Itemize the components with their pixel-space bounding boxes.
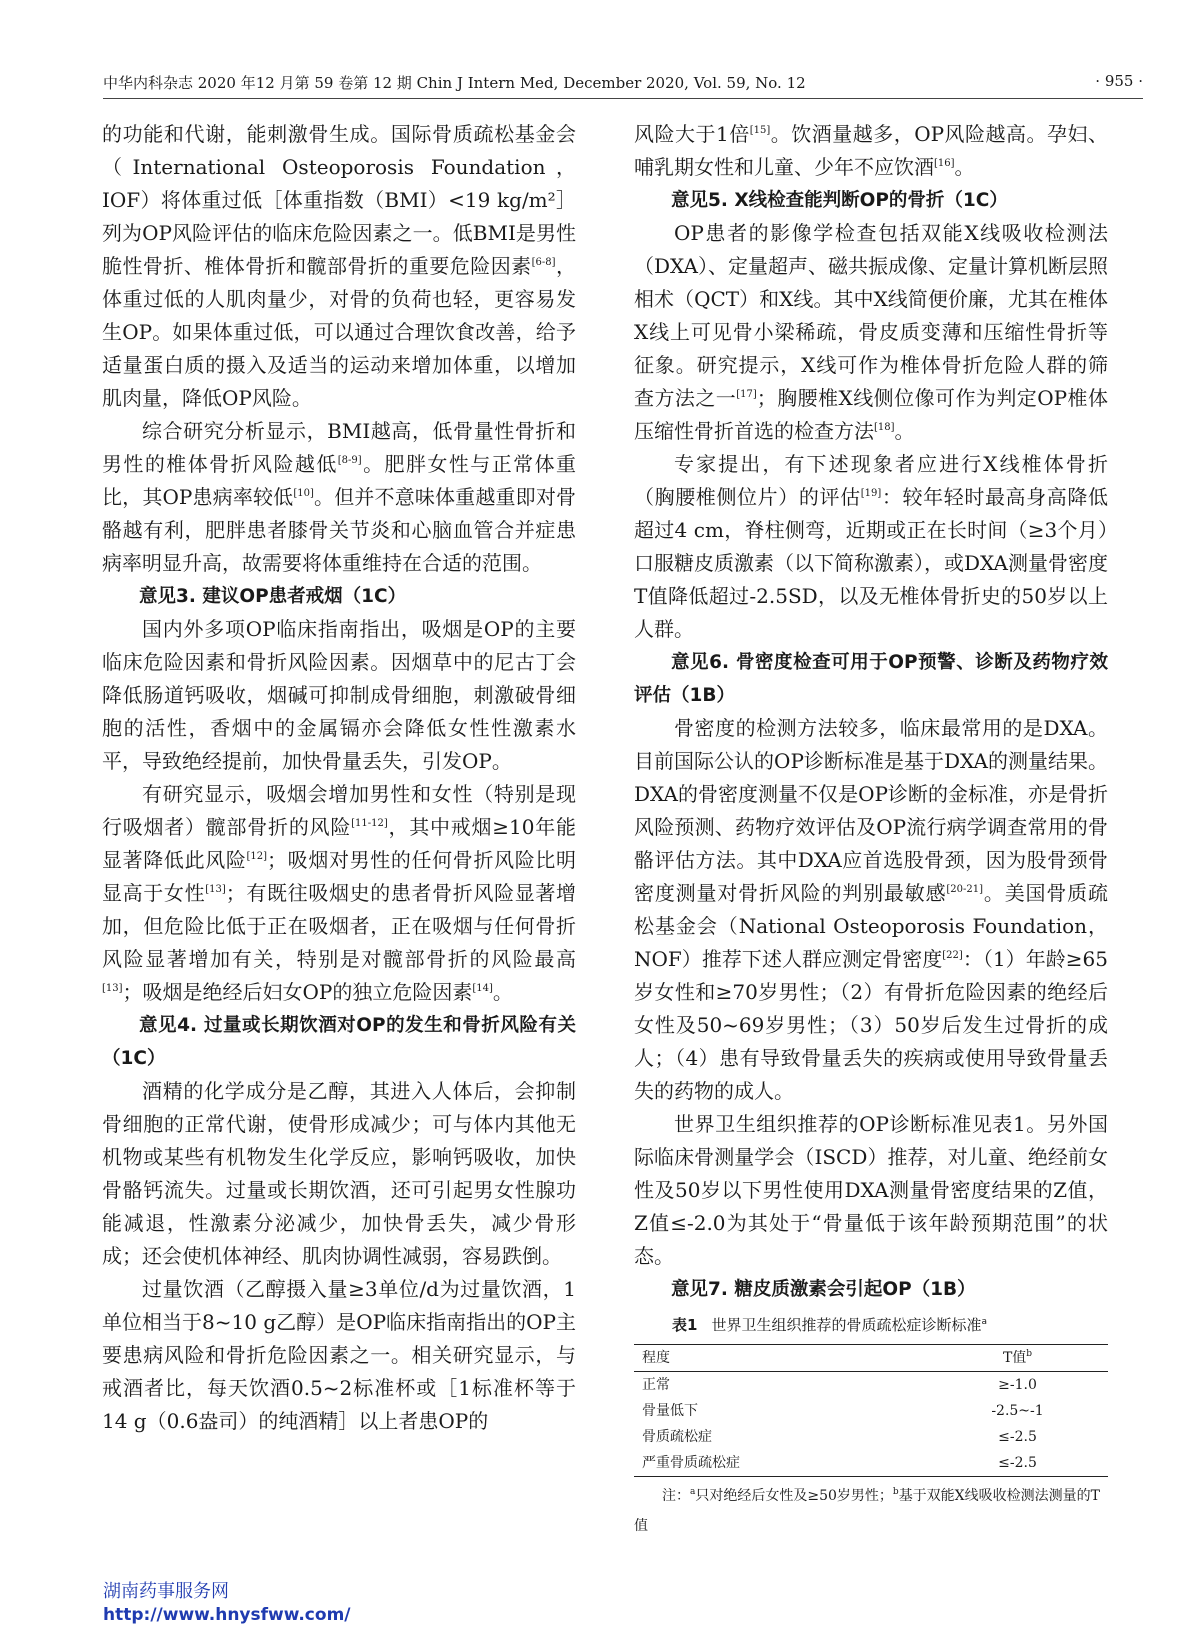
- citation-ref: [13]: [102, 983, 123, 994]
- t-value-cell: ≤-2.5: [998, 1429, 1037, 1445]
- diagnosis-criteria-table: [634, 1344, 1108, 1477]
- running-header: [103, 68, 1143, 99]
- citation-ref: [10]: [293, 488, 314, 499]
- citation-ref: [17]: [736, 389, 757, 400]
- citation-ref: [13]: [205, 884, 226, 895]
- journal-citation: 中华内科杂志 2020 年12 月第 59 卷第 12 期 Chin J Intern Med, December 2020, Vol. 59, No. 12: [103, 74, 806, 92]
- column-header-grade: 程度: [634, 1345, 929, 1372]
- table-title: 世界卫生组织推荐的骨质疏松症诊断标准: [711, 1316, 982, 1334]
- table-caption: [672, 1314, 1108, 1336]
- citation-ref: [14]: [472, 983, 493, 994]
- table-row: [634, 1424, 1108, 1450]
- page-number: · 955 ·: [1095, 72, 1143, 90]
- table-row: [634, 1398, 1108, 1424]
- column-header-t-value: T值$^b$: [929, 1345, 1108, 1372]
- left-column: [102, 118, 576, 1438]
- paragraph-alcohol: 酒精的化学成分是乙醇，其进入人体后，会抑制骨细胞的正常代谢，使骨形成减少；可与体内其他无机物或某些有机物发生化学反应，影响钙吸收，加快骨骼钙流失。过量或长期饮酒，还可引起男女性腺功能减退，性激素分泌减少，加快骨丢失，减少骨形成；还会使机体神经、肌肉协调性减弱，容易跌倒。: [102, 1079, 576, 1268]
- t-value-cell: -2.5~-1: [991, 1403, 1044, 1419]
- grade-cell: 骨质疏松症: [642, 1429, 712, 1445]
- grade-cell: 骨量低下: [642, 1403, 698, 1419]
- citation-ref: [12]: [246, 851, 268, 862]
- table-title-footnote-mark: a: [981, 1317, 987, 1327]
- paragraph-imaging: OP患者的影像学检查包括双能X线吸收检测法（DXA）、定量超声、磁共振成像、定量计算机断层照相术（QCT）和X线。其中X线简便价廉，尤其在椎体X线上可见骨小梁稀疏，骨皮质变薄和压缩性骨折等征象。研究提示，X线可作为椎体骨折危险人群的筛查方法之一[17]；胸腰椎X线侧位像可作为判定OP椎体压缩性骨折首选的检查方法[18]。: [634, 221, 1109, 443]
- paragraph-bmi-low: 的功能和代谢，能刺激骨生成。国际骨质疏松基金会（International Osteoporosis Foundation，IOF）将体重过低［体重指数（BMI）<19 kg/m²］列为OP风险评估的临床危险因素之一。低BMI是男性脆性骨折、椎体骨折和髋部骨折的重要危险因素[6-8]，体重过低的人肌肉量少，对骨的负荷也轻，更容易发生OP。如果体重过低，可以通过合理饮食改善，给予适量蛋白质的摄入及适当的运动来增加体重，以增加肌肉量，降低OP风险。: [102, 122, 577, 410]
- paragraph-who-criteria: 世界卫生组织推荐的OP诊断标准见表1。另外国际临床骨测量学会（ISCD）推荐，对儿童、绝经前女性及50岁以下男性使用DXA测量骨密度结果的Z值，Z值≤-2.0为其处于“骨量低于该年龄预期范围”的状态。: [634, 1112, 1108, 1268]
- table-header-row: [634, 1345, 1108, 1372]
- citation-ref: [6-8]: [531, 257, 556, 268]
- citation-ref: [8-9]: [337, 455, 362, 466]
- grade-cell: 严重骨质疏松症: [634, 1450, 929, 1477]
- table-row: [634, 1372, 1108, 1399]
- citation-ref: [18]: [874, 422, 895, 433]
- table-row: [634, 1450, 1108, 1477]
- paragraph-bone-density: 骨密度的检测方法较多，临床最常用的是DXA。目前国际公认的OP诊断标准是基于DXA的测量结果。DXA的骨密度测量不仅是OP诊断的金标准，亦是骨折风险预测、药物疗效评估及OP流行病学调查常用的骨骼评估方法。其中DXA应首选股骨颈，因为股骨颈骨密度测量对骨折风险的判别最敏感[20-21]。美国骨质疏松基金会（National Osteoporosis Foundation，NOF）推荐下述人群应测定骨密度[22]：（1）年龄≥65岁女性和≥70岁男性；（2）有骨折危险因素的绝经后女性及50~69岁男性；（3）50岁后发生过骨折的成人；（4）患有导致骨量丢失的疾病或使用导致骨量丢失的药物的成人。: [634, 716, 1109, 1103]
- paragraph-alcohol-excess: 过量饮酒（乙醇摄入量≥3单位/d为过量饮酒，1单位相当于8~10 g乙醇）是OP临床指南指出的OP主要患病风险和骨折危险因素之一。相关研究显示，与戒酒者比，每天饮酒0.5~2标准杯或［1标准杯等于14 g（0.6盎司）的纯酒精］以上者患OP的: [102, 1277, 576, 1433]
- citation-ref: [16]: [934, 158, 955, 169]
- citation-ref: [11-12]: [351, 818, 388, 829]
- paragraph-smoking-research: 有研究显示，吸烟会增加男性和女性（特别是现行吸烟者）髋部骨折的风险[11-12]，其中戒烟≥10年能显著降低此风险[12]；吸烟对男性的任何骨折风险比明显高于女性[13]；有既往吸烟史的患者骨折风险显著增加，但危险比低于正在吸烟者，正在吸烟与任何骨折风险显著增加有关，特别是对髋部骨折的风险最高[13]；吸烟是绝经后妇女OP的独立危险因素[14]。: [102, 782, 577, 1004]
- opinion-7-heading: 意见7. 糖皮质激素会引起OP（1B）: [671, 1279, 976, 1300]
- paragraph-smoking: 国内外多项OP临床指南指出，吸烟是OP的主要临床危险因素和骨折风险因素。因烟草中的尼古丁会降低肠道钙吸收，烟碱可抑制成骨细胞，刺激破骨细胞的活性，香烟中的金属镉亦会降低女性性激素水平，导致绝经提前，加快骨量丢失，引发OP。: [102, 617, 576, 773]
- opinion-3-heading: 意见3. 建议OP患者戒烟（1C）: [139, 586, 407, 607]
- table-footnote: 注：$^a$只对绝经后女性及≥50岁男性；$^b$基于双能X线吸收检测法测量的T值: [634, 1487, 1100, 1534]
- opinion-4-heading: 意见4. 过量或长期饮酒对OP的发生和骨折风险有关（1C）: [102, 1015, 576, 1069]
- table-label: 表1: [672, 1316, 698, 1334]
- citation-ref: [20-21]: [946, 884, 984, 895]
- paragraph-xray-criteria: 专家提出，有下述现象者应进行X线椎体骨折（胸腰椎侧位片）的评估[19]：较年轻时最高身高降低超过4 cm，脊柱侧弯，近期或正在长时间（≥3个月）口服糖皮质激素（以下简称激素），或DXA测量骨密度T值降低超过-2.5SD，以及无椎体骨折史的50岁以上人群。: [634, 452, 1109, 641]
- grade-cell: 正常: [642, 1377, 670, 1393]
- site-watermark: [103, 1581, 433, 1631]
- opinion-5-heading: 意见5. X线检查能判断OP的骨折（1C）: [671, 190, 1008, 211]
- citation-ref: [19]: [860, 488, 882, 499]
- watermark-url: http://www.hnysfww.com/: [103, 1605, 351, 1625]
- citation-ref: [22]: [942, 950, 963, 961]
- citation-ref: [15]: [749, 125, 771, 136]
- opinion-6-heading: 意见6. 骨密度检查可用于OP预警、诊断及药物疗效评估（1B）: [634, 652, 1108, 706]
- paragraph-alcohol-risk: 风险大于1倍[15]。饮酒量越多，OP风险越高。孕妇、哺乳期女性和儿童、少年不应饮酒[16]。: [634, 122, 1108, 179]
- paragraph-bmi-high: 综合研究分析显示，BMI越高，低骨量性骨折和男性的椎体骨折风险越低[8-9]。肥胖女性与正常体重比，其OP患病率较低[10]。但并不意味体重越重即对骨骼越有利，肥胖患者膝骨关节炎和心脑血管合并症患病率明显升高，故需要将体重维持在合适的范围。: [102, 419, 577, 575]
- watermark-site-name: 湖南药事服务网: [103, 1581, 229, 1602]
- t-value-cell: ≥-1.0: [998, 1377, 1037, 1393]
- t-value-cell: ≤-2.5: [929, 1450, 1108, 1477]
- right-column: [634, 118, 1108, 1541]
